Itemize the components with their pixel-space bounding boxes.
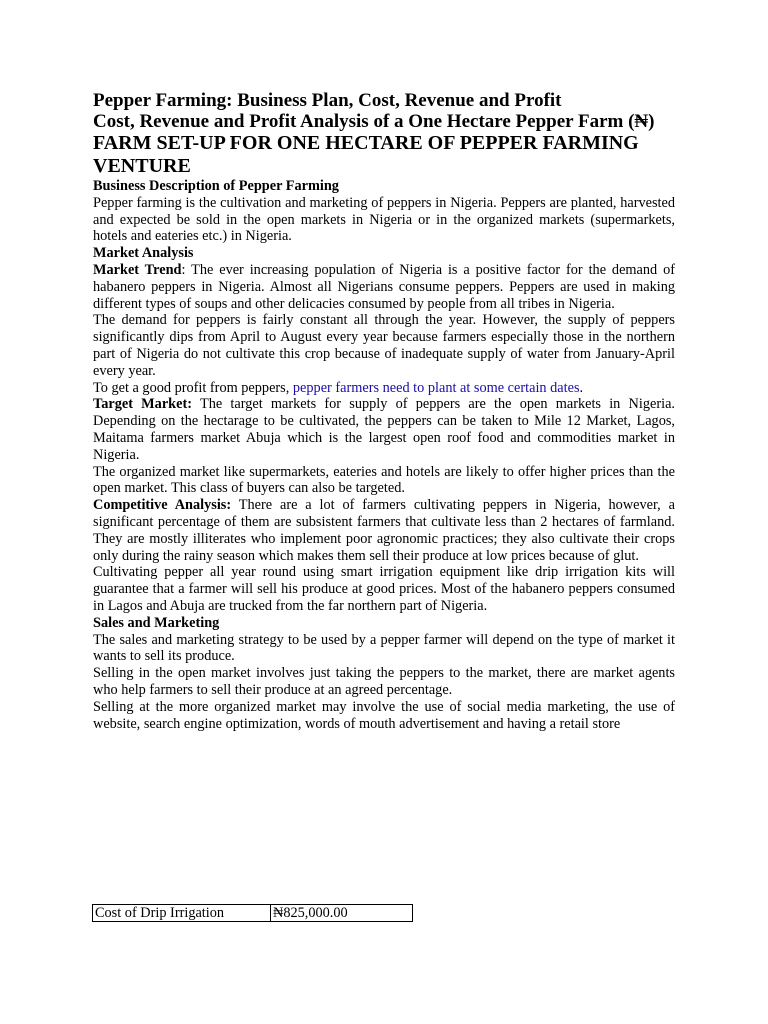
sales-paragraph-1: The sales and marketing strategy to be used by a pepper farmer will depend on the type of market it wants to sell its produce. <box>93 631 675 665</box>
sales-paragraph-3: Selling at the more organized market may involve the use of social media marketing, the use of website, search engine optimization, words of mouth advertisement and having a retail store <box>93 698 675 732</box>
target-market-paragraph <box>93 396 675 463</box>
document-title: Pepper Farming: Business Plan, Cost, Revenue and Profit <box>93 90 562 111</box>
business-description-text: Pepper farming is the cultivation and marketing of peppers in Nigeria. Peppers are planted, harvested and expected be sold in the open markets in Nigeria or in the organized markets (supermarkets, hotels and eateries etc.) in Nigeria. <box>93 194 675 245</box>
sales-paragraph-2: Selling in the open market involves just taking the peppers to the market, there are market agents who help farmers to sell their produce at an agreed percentage. <box>93 665 675 698</box>
table-row <box>93 905 413 922</box>
business-description-heading: Business Description of Pepper Farming <box>93 178 339 194</box>
demand-paragraph: The demand for peppers is fairly constant all through the year. However, the supply of peppers significantly dips from April to August every year because farmers especially those in the northern part of Nigeria do not cultivate this crop because of inadequate supply of water from January-April every year. <box>93 312 675 379</box>
document-page <box>93 90 675 732</box>
market-analysis-heading: Market Analysis <box>93 245 194 262</box>
document-subtitle: Cost, Revenue and Profit Analysis of a One Hectare Pepper Farm (₦) <box>93 111 655 132</box>
main-heading: FARM SET-UP FOR ONE HECTARE OF PEPPER FARMING VENTURE <box>93 132 639 177</box>
sales-marketing-heading: Sales and Marketing <box>93 614 220 631</box>
profit-text: To get a good profit from peppers, <box>93 379 293 396</box>
profit-paragraph <box>93 380 675 397</box>
profit-end: . <box>579 379 584 396</box>
market-trend-label: Market Trend <box>93 261 182 278</box>
competitive-analysis-text: There are a lot of farmers cultivating peppers in Nigeria, however, a significant percentage of them are subsistent farmers that cultivate less than 2 hectares of farmland. They are mostly illiterates who implement poor agronomic practices; they also cultivate their crops only during the rainy season which makes them sell their produce at low prices because of glut. <box>93 497 675 564</box>
organized-market-paragraph: The organized market like supermarkets, eateries and hotels are likely to offer higher prices than the open market. This class of buyers can also be targeted. <box>93 463 675 497</box>
market-trend-paragraph <box>93 262 675 312</box>
target-market-label: Target Market: <box>93 396 192 413</box>
planting-dates-link[interactable]: pepper farmers need to plant at some certain dates <box>292 379 580 396</box>
competitive-analysis-label: Competitive Analysis: <box>93 497 232 514</box>
cost-value-cell: ₦825,000.00 <box>271 905 413 922</box>
irrigation-paragraph: Cultivating pepper all year round using smart irrigation equipment like drip irrigation kits will guarantee that a farmer will sell his produce at good prices. Most of the habanero peppers consumed in Lagos and Abuja are trucked from the far northern part of Nigeria. <box>93 564 675 614</box>
cost-table <box>92 904 413 922</box>
market-trend-text: : The ever increasing population of Nigeria is a positive factor for the demand of habanero peppers in Nigeria. Almost all Nigerians consume peppers. Peppers are used in making different types of soups and other delicacies consumed by people from all tribes in Nigeria. <box>93 261 675 312</box>
competitive-analysis-paragraph <box>93 497 675 564</box>
cost-label-cell: Cost of Drip Irrigation <box>93 905 271 922</box>
target-market-text: The target markets for supply of peppers are the open markets in Nigeria. Depending on the hectarage to be cultivated, the peppers can be taken to Mile 12 Market, Lagos, Maitama farmers market Abuja which is the largest open roof food and commodities market in Nigeria. <box>93 396 675 463</box>
